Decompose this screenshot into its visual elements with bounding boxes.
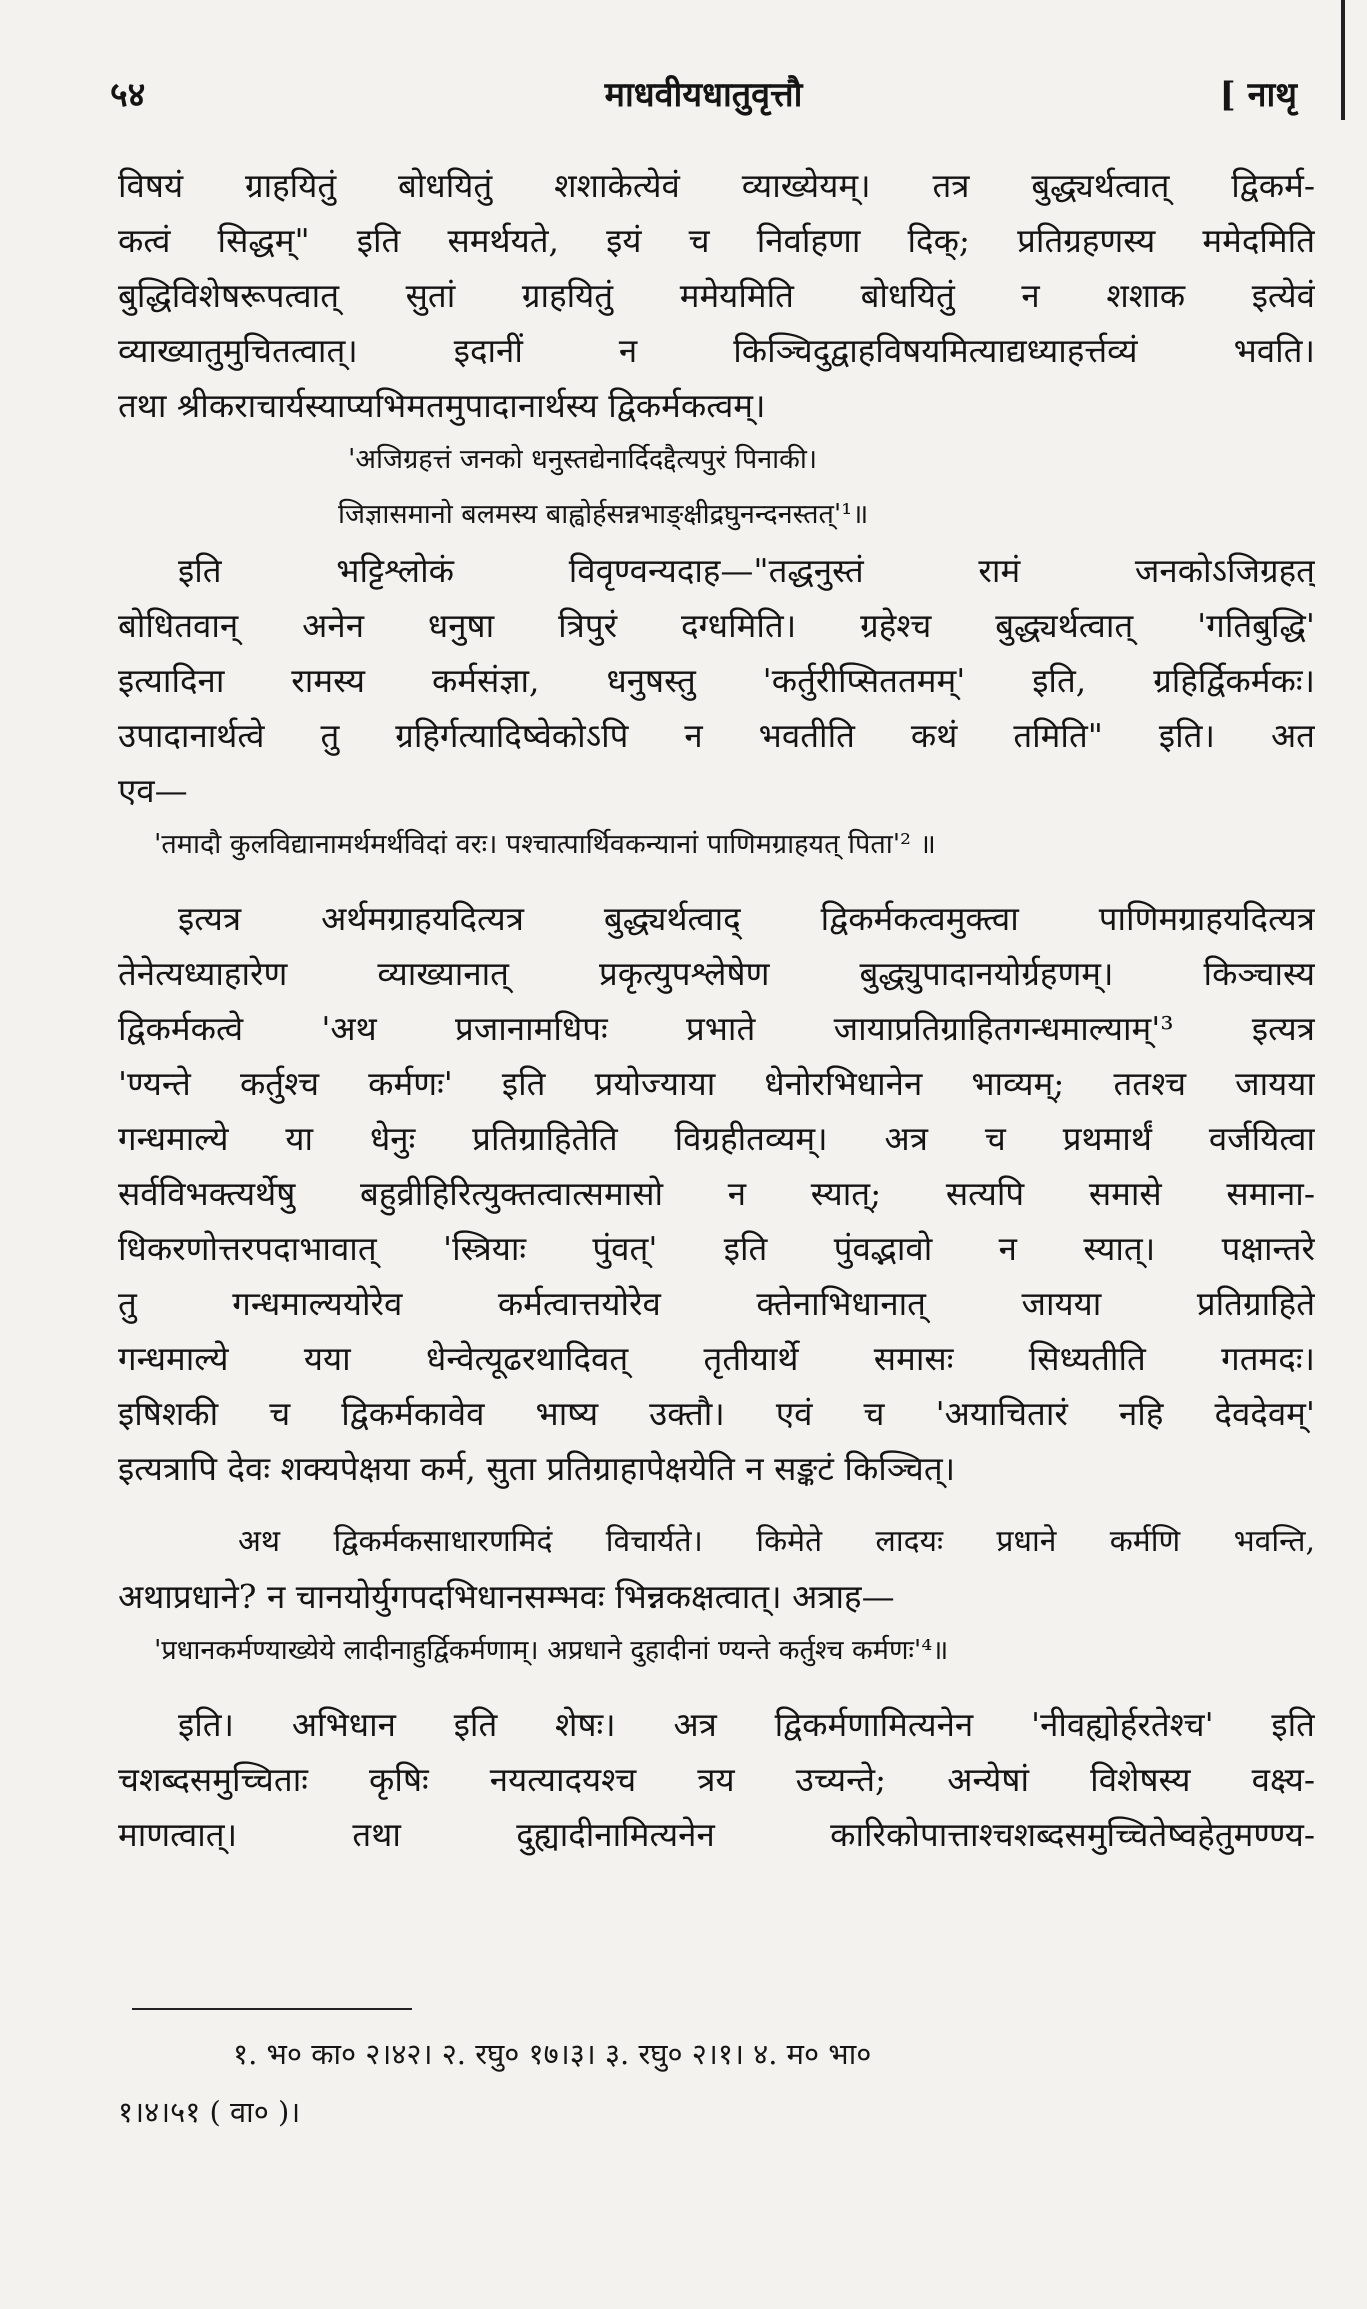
page-header bbox=[110, 70, 1297, 140]
text-line: तु गन्धमाल्ययोरेव कर्मत्वात्तयोरेव क्तेनाभिधानात् जायया प्रतिग्राहिते bbox=[118, 1284, 1315, 1323]
text-line: इति भट्टिश्लोकं विवृण्वन्यदाह—"तद्धनुस्तं रामं जनकोऽजिग्रहत् bbox=[178, 551, 1315, 590]
text-line: गन्धमाल्ये यया धेन्वेत्यूढरथादिवत् तृतीयार्थे समासः सिध्यतीति गतमदः। bbox=[118, 1339, 1315, 1378]
text-line: कत्वं सिद्धम्" इति समर्थयते, इयं च निर्वाहणा दिक्; प्रतिग्रहणस्य ममेदमिति bbox=[118, 221, 1315, 260]
text-line: 'ण्यन्ते कर्तुश्च कर्मणः' इति प्रयोज्याया धेनोरभिधानेन भाव्यम्; ततश्च जायया bbox=[118, 1064, 1315, 1103]
verse-line: 'अजिग्रहत्तं जनको धनुस्तद्येनार्दिदद्दैत्यपुरं पिनाकी। bbox=[348, 444, 818, 475]
verse-line: 'प्रधानकर्मण्याख्येये लादीनाहुर्द्विकर्मणाम्। अप्रधाने दुहादीनां ण्यन्ते कर्तुश्च कर्मणः'⁴॥ bbox=[154, 1635, 949, 1666]
verse-line: 'तमादौ कुलविद्यानामर्थमर्थविदां वरः। पश्चात्पार्थिवकन्यानां पाणिमग्राहयत् पिता'² ॥ bbox=[154, 829, 936, 860]
page-number: ५४ bbox=[110, 75, 146, 115]
text-line: बोधितवान् अनेन धनुषा त्रिपुरं दग्धमिति। ग्रहेश्च बुद्ध्यर्थत्वात् 'गतिबुद्धि' bbox=[118, 606, 1315, 645]
text-line: सर्वविभक्त्यर्थेषु बहुव्रीहिरित्युक्तत्वात्समासो न स्यात्; सत्यपि समासे समाना- bbox=[118, 1174, 1315, 1213]
text-line: तेनेत्यध्याहारेण व्याख्यानात् प्रकृत्युपश्लेषेण बुद्ध्युपादानयोर्ग्रहणम्। किञ्चास्य bbox=[118, 954, 1315, 993]
running-title: माधवीयधातुवृत्तौ bbox=[604, 75, 803, 115]
text-line: इत्यादिना रामस्य कर्मसंज्ञा, धनुषस्तु 'कर्तुरीप्सिततमम्' इति, ग्रहिर्द्विकर्मकः। bbox=[118, 661, 1315, 700]
footnote-line: १।४।५१ ( वा० )। bbox=[118, 2095, 301, 2129]
text-line: चशब्दसमुच्चिताः कृषिः नयत्यादयश्च त्रय उच्यन्ते; अन्येषां विशेषस्य वक्ष्य- bbox=[118, 1760, 1315, 1799]
page-body bbox=[118, 162, 1315, 1866]
footnote-line: १. भ० का० २।४२। २. रघु० १७।३। ३. रघु० २।१। ४. म० भा० bbox=[233, 2037, 872, 2071]
text-line: इषिशकी च द्विकर्मकावेव भाष्य उक्तौ। एवं च 'अयाचितारं नहि देवदेवम्' bbox=[118, 1394, 1315, 1433]
footnote-rule bbox=[132, 2008, 412, 2010]
text-line: धिकरणोत्तरपदाभावात् 'स्त्रियाः पुंवत्' इति पुंवद्भावो न स्यात्। पक्षान्तरे bbox=[118, 1229, 1315, 1268]
text-line: गन्धमाल्ये या धेनुः प्रतिग्राहितेति विग्रहीतव्यम्। अत्र च प्रथमार्थं वर्जयित्वा bbox=[118, 1119, 1315, 1158]
text-line: इत्यत्र अर्थमग्राहयदित्यत्र बुद्ध्यर्थत्वाद् द्विकर्मकत्वमुक्त्वा पाणिमग्राहयदित्यत्र bbox=[178, 899, 1315, 938]
text-line: बुद्धिविशेषरूपत्वात् सुतां ग्राहयितुं ममेयमिति बोधयितुं न शशाक इत्येवं bbox=[118, 276, 1315, 315]
text-line: माणत्वात्। तथा दुह्यादीनामित्यनेन कारिकोपात्ताश्चशब्दसमुच्चितेष्वहेतुमण्ण्य- bbox=[118, 1815, 1315, 1854]
scan-edge-line bbox=[1341, 0, 1345, 120]
text-line: अथाप्रधाने? न चानयोर्युगपदभिधानसम्भवः भिन्नकक्षत्वात्। अत्राह— bbox=[118, 1577, 895, 1616]
text-line: अथ द्विकर्मकसाधारणमिदं विचार्यते। किमेते लादयः प्रधाने कर्मणि भवन्ति, bbox=[238, 1524, 1315, 1559]
verse-line: जिज्ञासमानो बलमस्य बाह्वोर्हसन्नभाङ्क्षीद्रघुनन्दनस्तत्'¹॥ bbox=[338, 499, 869, 530]
text-line: उपादानार्थत्वे तु ग्रहिर्गत्यादिष्वेकोऽपि न भवतीति कथं तमिति" इति। अत bbox=[118, 716, 1315, 755]
text-line: इत्यत्रापि देवः शक्यपेक्षया कर्म, सुता प्रतिग्राहापेक्षयेति न सङ्कटं किञ्चित्। bbox=[118, 1449, 956, 1488]
text-line: व्याख्यातुमुचितत्वात्। इदानीं न किञ्चिदुद्वाहविषयमित्याद्यध्याहर्त्तव्यं भवति। bbox=[118, 331, 1315, 370]
text-line: तथा श्रीकराचार्यस्याप्यभिमतमुपादानार्थस्य द्विकर्मकत्वम्। bbox=[118, 386, 766, 425]
text-line: द्विकर्मकत्वे 'अथ प्रजानामधिपः प्रभाते जायाप्रतिग्राहितगन्धमाल्याम्'³ इत्यत्र bbox=[118, 1009, 1315, 1048]
footnotes bbox=[118, 2030, 1315, 2146]
text-line: विषयं ग्राहयितुं बोधयितुं शशाकेत्येवं व्याख्येयम्। तत्र बुद्ध्यर्थत्वात् द्विकर्म- bbox=[118, 166, 1315, 205]
section-mark: [ नाथृ bbox=[1219, 75, 1297, 115]
text-line: इति। अभिधान इति शेषः। अत्र द्विकर्मणामित्यनेन 'नीवह्योर्हरतेश्च' इति bbox=[178, 1705, 1315, 1744]
text-line: एव— bbox=[118, 771, 188, 810]
